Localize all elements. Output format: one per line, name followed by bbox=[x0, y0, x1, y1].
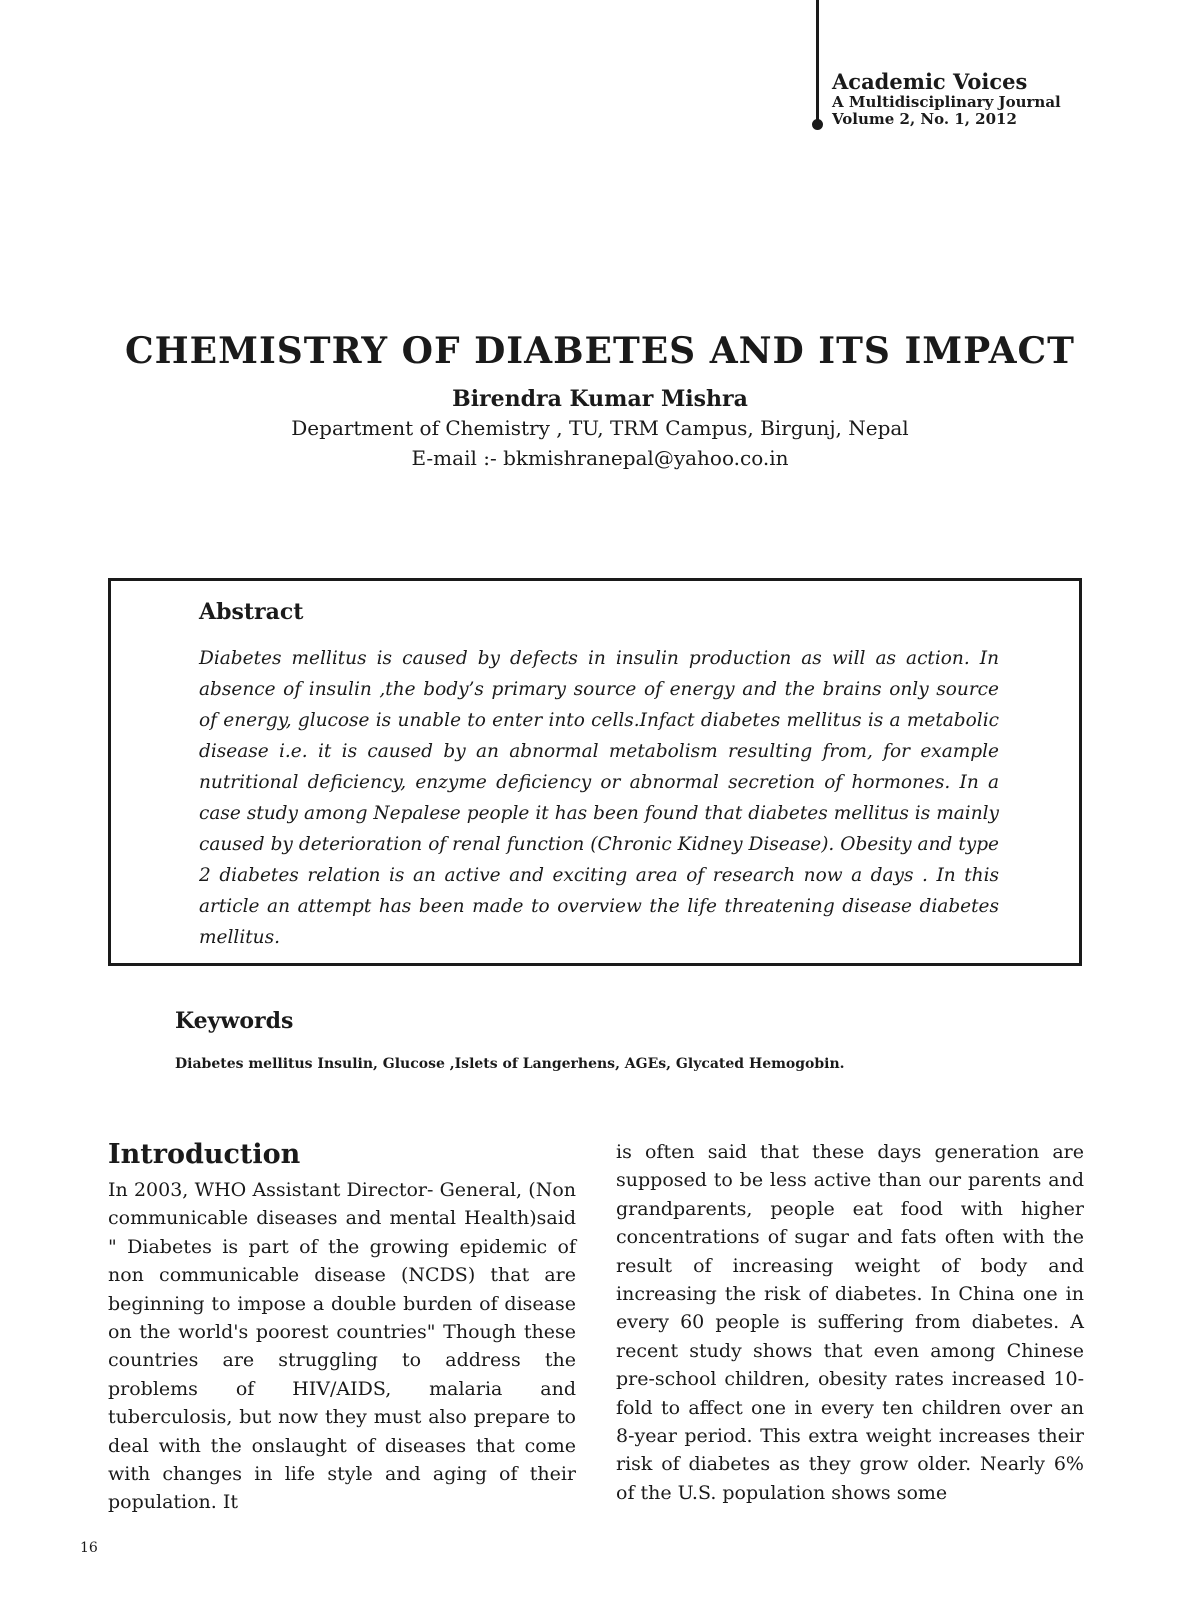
body-column-right bbox=[616, 1138, 1084, 1507]
keywords-heading: Keywords bbox=[175, 1008, 294, 1034]
paper-title: CHEMISTRY OF DIABETES AND ITS IMPACT bbox=[125, 330, 1075, 372]
body-column-left bbox=[108, 1138, 576, 1517]
introduction-paragraph-left: In 2003, WHO Assistant Director- General, (Non communicable diseases and mental Health)said " Diabetes is part of the growing epidemic of non communicable disease (NCDS) that are beginning to impose a double burden of disease on the world's poorest countries" Though these countries are struggling to address the problems of HIV/AIDS, malaria and tuberculosis, but now they must also prepare to deal with the onslaught of diseases that come with changes in life style and aging of their population. It bbox=[108, 1179, 576, 1514]
journal-header bbox=[832, 70, 1061, 129]
introduction-heading: Introduction bbox=[108, 1139, 301, 1170]
journal-volume: Volume 2, No. 1, 2012 bbox=[832, 110, 1017, 129]
journal-name: Academic Voices bbox=[832, 69, 1028, 94]
page-number: 16 bbox=[80, 1540, 98, 1556]
header-rule bbox=[816, 0, 819, 120]
author-email: E-mail :- bkmishranepal@yahoo.co.in bbox=[411, 446, 789, 470]
author-name: Birendra Kumar Mishra bbox=[452, 386, 748, 412]
title-block bbox=[0, 330, 1200, 470]
header-rule-dot bbox=[812, 119, 823, 130]
author-affiliation: Department of Chemistry , TU, TRM Campus, Birgunj, Nepal bbox=[291, 416, 909, 440]
abstract-heading: Abstract bbox=[199, 599, 304, 625]
abstract-text: Diabetes mellitus is caused by defects in insulin production as will as action. In absence of insulin ,the body’s primary source of energy and the brains only source of energy, glucose is unable to enter into cells.Infact diabetes mellitus is a metabolic disease i.e. it is caused by an abnormal metabolism resulting from, for example nutritional deficiency, enzyme deficiency or abnormal secretion of hormones. In a case study among Nepalese people it has been found that diabetes mellitus is mainly caused by deterioration of renal function (Chronic Kidney Disease). Obesity and type 2 diabetes relation is an active and exciting area of research now a days . In this article an attempt has been made to overview the life threatening disease diabetes mellitus. bbox=[199, 648, 999, 948]
journal-subtitle: A Multidisciplinary Journal bbox=[832, 93, 1061, 112]
keywords-list: Diabetes mellitus Insulin, Glucose ,Islets of Langerhens, AGEs, Glycated Hemogobin. bbox=[175, 1056, 845, 1072]
introduction-paragraph-right: is often said that these days generation are supposed to be less active than our parents and grandparents, people eat food with higher concentrations of sugar and fats often with the result of increasing weight of body and increasing the risk of diabetes. In China one in every 60 people is suffering from diabetes. A recent study shows that even among Chinese pre-school children, obesity rates increased 10-fold to affect one in every ten children over an 8-year period. This extra weight increases their risk of diabetes as they grow older. Nearly 6% of the U.S. population shows some bbox=[616, 1141, 1084, 1504]
abstract-box bbox=[108, 578, 1082, 966]
